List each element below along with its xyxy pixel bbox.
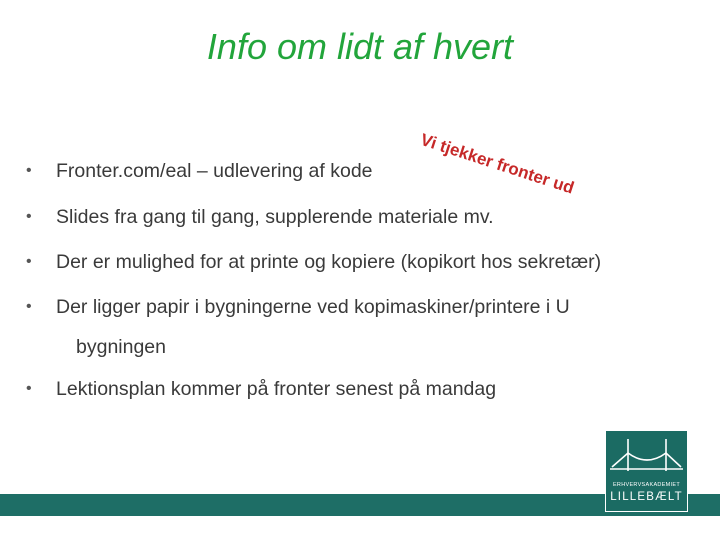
- logo-bottom-text: LILLEBÆLT: [610, 491, 683, 503]
- bullet-continuation: bygningen: [76, 336, 166, 358]
- bullet-dot: •: [26, 253, 32, 270]
- bullet-text: Slides fra gang til gang, supplerende materiale mv.: [56, 206, 494, 228]
- list-item: [26, 206, 494, 229]
- list-item: [26, 378, 496, 401]
- logo: [605, 430, 688, 512]
- bullet-text: Der ligger papir i bygningerne ved kopimaskiner/printere i U: [56, 296, 570, 318]
- bullet-dot: •: [26, 208, 32, 225]
- callout-annotation: Vi tjekker fronter ud: [418, 130, 577, 198]
- list-item: [26, 160, 373, 183]
- bullet-dot: •: [26, 162, 32, 179]
- bullet-dot: •: [26, 298, 32, 315]
- bullet-dot: •: [26, 380, 32, 397]
- bullet-text: Lektionsplan kommer på fronter senest på mandag: [56, 378, 497, 400]
- bridge-icon: [606, 431, 687, 481]
- logo-top-text: ERHVERVSAKADEMIET: [612, 482, 681, 488]
- bullet-text: Fronter.com/eal – udlevering af kode: [56, 160, 373, 182]
- list-item: [26, 296, 570, 319]
- slide-title: Info om lidt af hvert: [206, 26, 514, 67]
- list-item: [26, 251, 601, 274]
- bullet-text: Der er mulighed for at printe og kopiere (kopikort hos sekretær): [56, 251, 602, 273]
